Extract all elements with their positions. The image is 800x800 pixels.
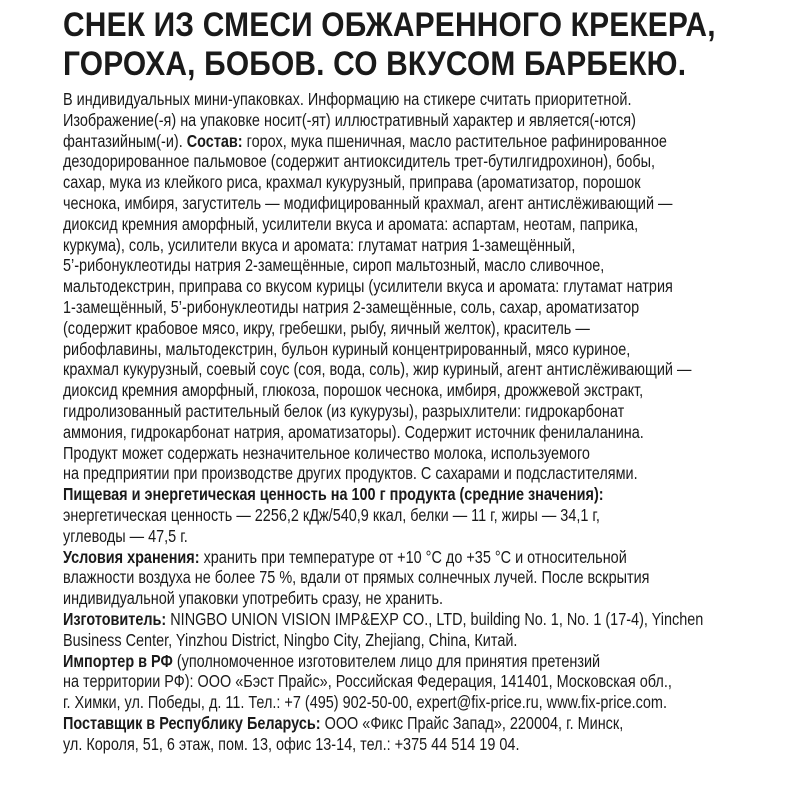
intro-composition-line <box>63 131 752 152</box>
composition-line: мальтодекстрин, приправа со вкусом курицы (усилители вкуса и аромата: глутамат натрия <box>63 276 673 297</box>
intro-line-2: Изображение(-я) на упаковке носит(-ят) иллюстративный характер и является(-ются) <box>63 109 636 130</box>
product-title <box>63 6 758 84</box>
supplier-label: Поставщик в Республику Беларусь: <box>63 712 321 733</box>
composition-line: сахар, мука из клейкого риса, крахмал кукурузный, приправа (ароматизатор, порошок <box>63 172 641 193</box>
composition-line: Продукт может содержать незначительное количество молока, используемого <box>63 442 590 463</box>
importer-line-3: г. Химки, ул. Победы, д. 11. Тел.: +7 (495) 902-50-00, expert@fix-price.ru, www.fix-price.com. <box>63 692 667 713</box>
storage-text: хранить при температуре от +10 °С до +35 °С и относительной <box>199 546 627 567</box>
supplier-line-1 <box>63 713 752 734</box>
title-line-2: ГОРОХА, БОБОВ. СО ВКУСОМ БАРБЕКЮ. <box>63 45 687 83</box>
composition-line: гидролизованный растительный белок (из кукурузы), разрыхлители: гидрокарбонат <box>63 400 625 421</box>
composition-line: куркума), соль, усилители вкуса и аромата: глутамат натрия 1-замещённый, <box>63 234 576 255</box>
composition-line: 1-замещённый, 5’-рибонуклеотиды натрия 2-замещённые, соль, сахар, ароматизатор <box>63 296 640 317</box>
composition-line: крахмал кукурузный, соевый соус (соя, вода, соль), жир куриный, агент антислёживающий — <box>63 359 692 380</box>
composition-line: диоксид кремния аморфный, глюкоза, порошок чеснока, имбиря, дрожжевой экстракт, <box>63 380 644 401</box>
storage-line-3: индивидуальной упаковки употребить сразу, не хранить. <box>63 588 444 609</box>
intro-line-3: фантазийным(-и). <box>63 130 187 151</box>
composition-line: на предприятии при производстве других продуктов. С сахарами и подсластителями. <box>63 463 638 484</box>
composition-line: чеснока, имбиря, загуститель — модифицированный крахмал, агент антислёживающий — <box>63 192 673 213</box>
composition-line: дезодорированное пальмовое (содержит антиоксидитель трет-бутилгидрохинон), бобы, <box>63 151 656 172</box>
storage-line-2: влажности воздуха не более 75 %, вдали от прямых солнечных лучей. После вскрытия <box>63 567 650 588</box>
composition-label: Состав: <box>186 130 243 151</box>
composition-line: аммония, гидрокарбонат натрия, ароматизаторы). Содержит источник фенилаланина. <box>63 421 644 442</box>
nutrition-label: Пищевая и энергетическая ценность на 100 г продукта (средние значения): <box>63 484 604 505</box>
title-line-1: СНЕК ИЗ СМЕСИ ОБЖАРЕННОГО КРЕКЕРА, <box>63 6 716 44</box>
nutrition-line-2: углеводы — 47,5 г. <box>63 525 188 546</box>
label-body <box>63 89 752 755</box>
importer-text: (уполномоченное изготовителем лицо для принятия претензий <box>172 650 601 671</box>
supplier-line-2: ул. Короля, 51, 6 этаж, пом. 13, офис 13-14, тел.: +375 44 514 19 04. <box>63 733 520 754</box>
composition-line-1: горох, мука пшеничная, масло растительное рафинированное <box>242 130 667 151</box>
composition-line: рибофлавины, мальтодекстрин, бульон куриный концентрированный, мясо куриное, <box>63 338 631 359</box>
manufacturer-text: NINGBO UNION VISION IMP&EXP CO., LTD, building No. 1, No. 1 (17-4), Yinchen <box>166 608 704 629</box>
manufacturer-label: Изготовитель: <box>63 608 167 629</box>
importer-line-1 <box>63 651 752 672</box>
composition-line: диоксид кремния аморфный, усилители вкуса и аромата: аспартам, неотам, паприка, <box>63 213 639 234</box>
composition-line: (содержит крабовое мясо, икру, гребешки, рыбу, яичный желток), краситель — <box>63 317 590 338</box>
manufacturer-line-1 <box>63 609 752 630</box>
importer-line-2: на территории РФ): ООО «Бэст Прайс», Российская Федерация, 141401, Московская обл., <box>63 671 672 692</box>
product-label <box>63 6 743 755</box>
intro-line-1: В индивидуальных мини-упаковках. Информацию на стикере считать приоритетной. <box>63 89 632 109</box>
supplier-text: ООО «Фикс Прайс Запад», 220004, г. Минск, <box>320 712 624 733</box>
manufacturer-line-2: Business Center, Yinzhou District, Ningbo City, Zhejiang, China, Китай. <box>63 629 518 650</box>
storage-line-1 <box>63 547 752 568</box>
nutrition-line-1: энергетическая ценность — 2256,2 кДж/540,9 ккал, белки — 11 г, жиры — 34,1 г, <box>63 504 600 525</box>
storage-label: Условия хранения: <box>63 546 200 567</box>
composition-line: 5’-рибонуклеотиды натрия 2-замещённые, сироп мальтозный, масло сливочное, <box>63 255 605 276</box>
importer-label: Импортер в РФ <box>63 650 173 671</box>
